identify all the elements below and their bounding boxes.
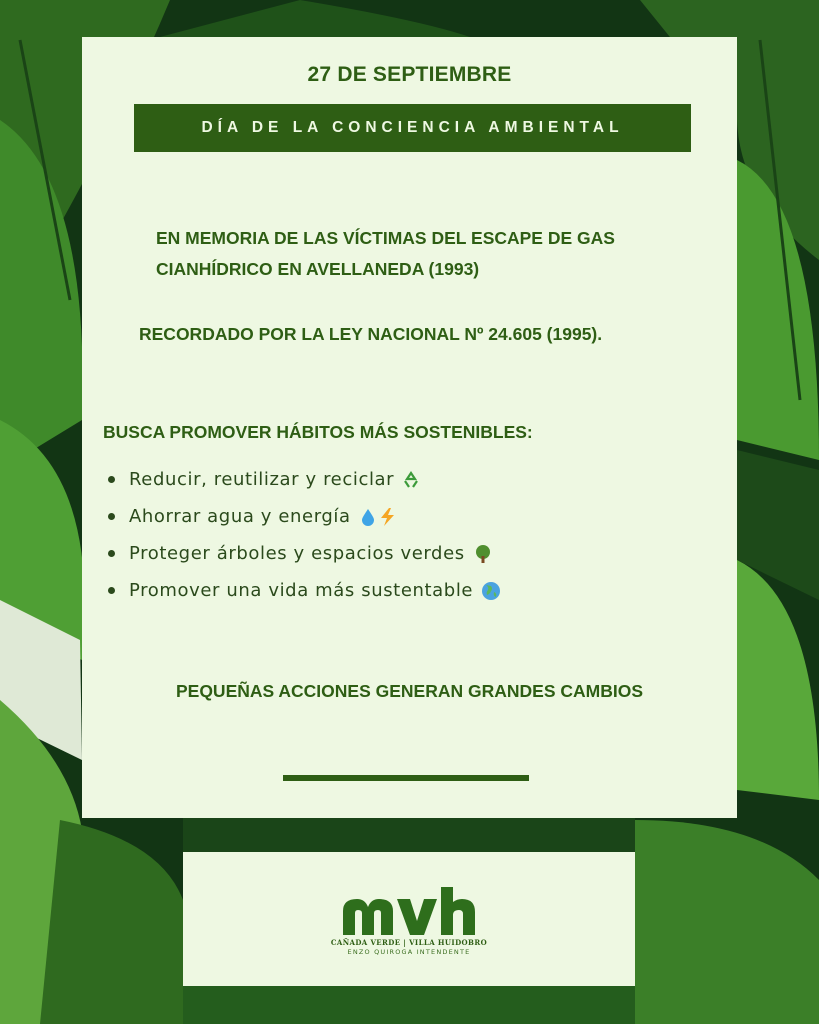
logo-card — [183, 852, 635, 986]
list-item-text: Proteger árboles y espacios verdes — [129, 543, 465, 564]
list-item-text: Promover una vida más sustentable — [129, 580, 474, 601]
info-card — [82, 37, 737, 818]
divider — [283, 775, 529, 781]
title-banner: DÍA DE LA CONCIENCIA AMBIENTAL — [134, 104, 691, 152]
bullet — [108, 513, 115, 520]
memoria-text — [156, 223, 696, 285]
list-item-text: Ahorrar agua y energía — [129, 506, 351, 527]
list-item — [108, 572, 501, 609]
recycle-icon — [402, 471, 420, 489]
logo-intendente: ENZO QUIROGA INTENDENTE — [347, 948, 471, 956]
bullet — [108, 587, 115, 594]
habitos-list — [108, 461, 501, 609]
bullet — [108, 476, 115, 483]
logo-localities: CAÑADA VERDE | VILLA HUIDOBRO — [330, 938, 488, 947]
list-item — [108, 461, 501, 498]
tagline: PEQUEÑAS ACCIONES GENERAN GRANDES CAMBIOS — [175, 681, 644, 701]
list-item — [108, 498, 501, 535]
habitos-heading: BUSCA PROMOVER HÁBITOS MÁS SOSTENIBLES: — [103, 422, 533, 442]
bullet — [108, 550, 115, 557]
ley-text: RECORDADO POR LA LEY NACIONAL Nº 24.605 (1995). — [139, 324, 603, 344]
mvh-logo — [341, 885, 477, 937]
event-date: 27 DE SEPTIEMBRE — [307, 63, 512, 86]
tree-icon — [473, 544, 493, 564]
list-item — [108, 535, 501, 572]
memoria-line-1: EN MEMORIA DE LAS VÍCTIMAS DEL ESCAPE DE GAS — [156, 228, 615, 248]
globe-icon — [481, 581, 501, 601]
list-item-text: Reducir, reutilizar y reciclar — [129, 469, 395, 490]
water-drop-and-lightning-icon — [359, 507, 399, 527]
memoria-line-2: CIANHÍDRICO EN AVELLANEDA (1993) — [156, 259, 480, 279]
